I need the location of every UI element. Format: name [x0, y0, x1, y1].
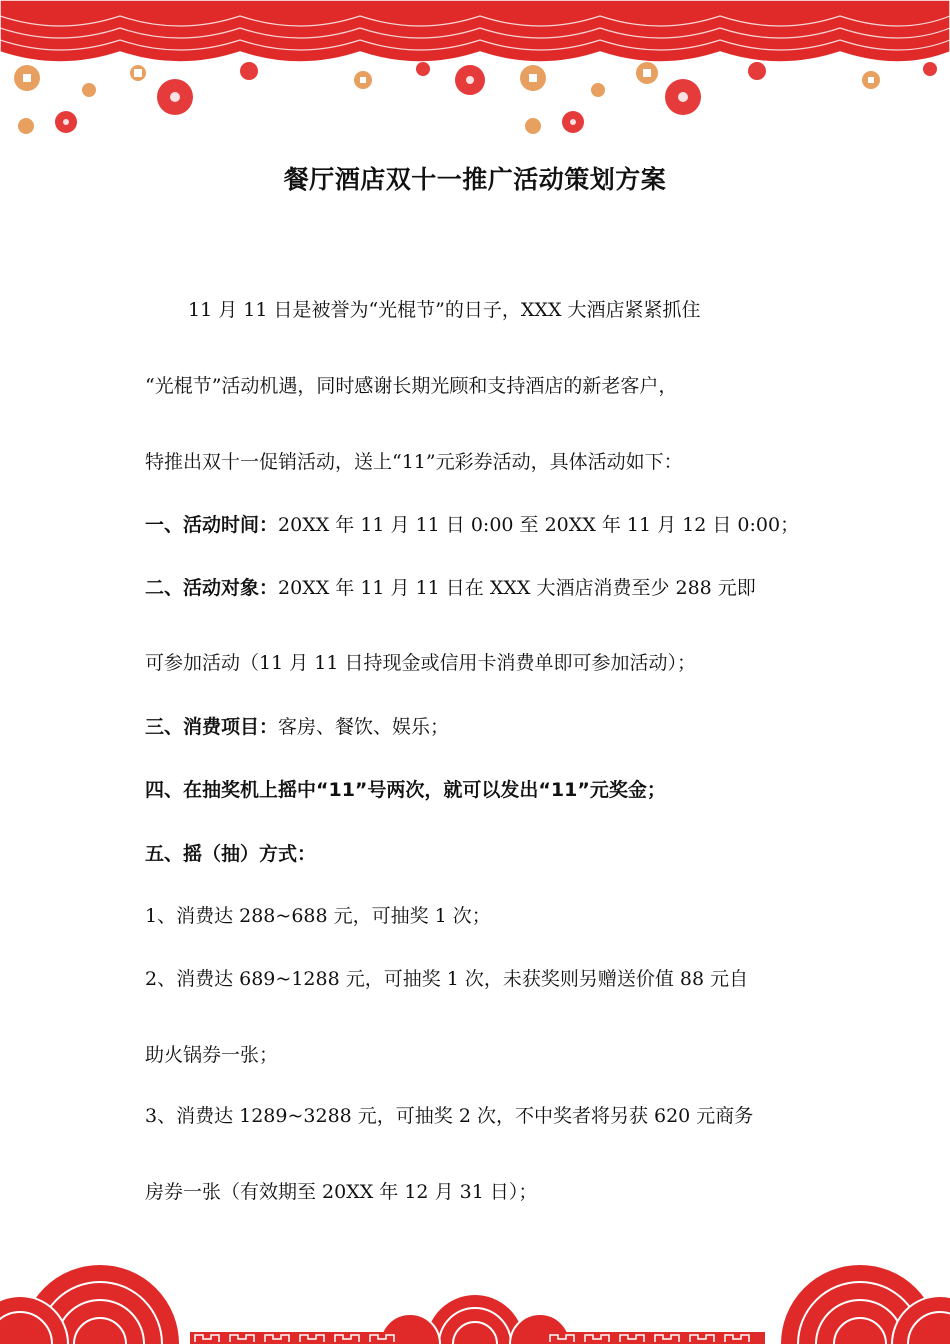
section-text: 客房、餐饮、娱乐； — [278, 716, 450, 738]
paragraph-line: “光棍节”活动机遇，同时感谢长期光顾和支持酒店的新老客户， — [145, 375, 678, 397]
paragraph-line: 特推出双十一促销活动，送上“11”元彩券活动，具体活动如下： — [145, 451, 683, 473]
section-text: 20XX 年 11 月 11 日在 XXX 大酒店消费至少 288 元即 — [278, 577, 756, 599]
section-target — [145, 575, 825, 601]
top-decoration — [0, 0, 950, 140]
section-heading: 一、活动时间： — [145, 514, 279, 536]
plum-flower-icon — [55, 62, 937, 133]
bottom-decoration — [0, 1250, 950, 1344]
list-item: 房券一张（有效期至 20XX 年 12 月 31 日）； — [145, 1181, 538, 1203]
section-text: 20XX 年 11 月 11 日 0:00 至 20XX 年 11 月 12 日 0:00； — [278, 514, 800, 536]
list-item: 2、消费达 689~1288 元，可抽奖 1 次，未获奖则另赠送价值 88 元自 — [145, 968, 749, 990]
list-item: 助火锅券一张； — [145, 1044, 279, 1066]
paragraph-line: 11 月 11 日是被誉为“光棍节”的日子，XXX 大酒店紧紧抓住 — [188, 299, 701, 321]
section-method: 五、摇（抽）方式： — [145, 843, 317, 865]
section-time — [145, 512, 825, 538]
section-prize: 四、在抽奖机上摇中“11”号两次，就可以发出“11”元奖金； — [145, 779, 666, 801]
section-heading: 三、消费项目： — [145, 716, 279, 738]
list-item: 3、消费达 1289~3288 元，可抽奖 2 次，不中奖者将另获 620 元商务 — [145, 1105, 754, 1127]
section-items — [145, 714, 825, 740]
section-heading: 二、活动对象： — [145, 577, 279, 599]
document-title: 餐厅酒店双十一推广活动策划方案 — [283, 165, 667, 194]
list-item: 1、消费达 288~688 元，可抽奖 1 次； — [145, 905, 491, 927]
section-continuation: 可参加活动（11 月 11 日持现金或信用卡消费单即可参加活动）； — [145, 652, 696, 674]
cloud-wave-icon — [0, 1264, 950, 1344]
